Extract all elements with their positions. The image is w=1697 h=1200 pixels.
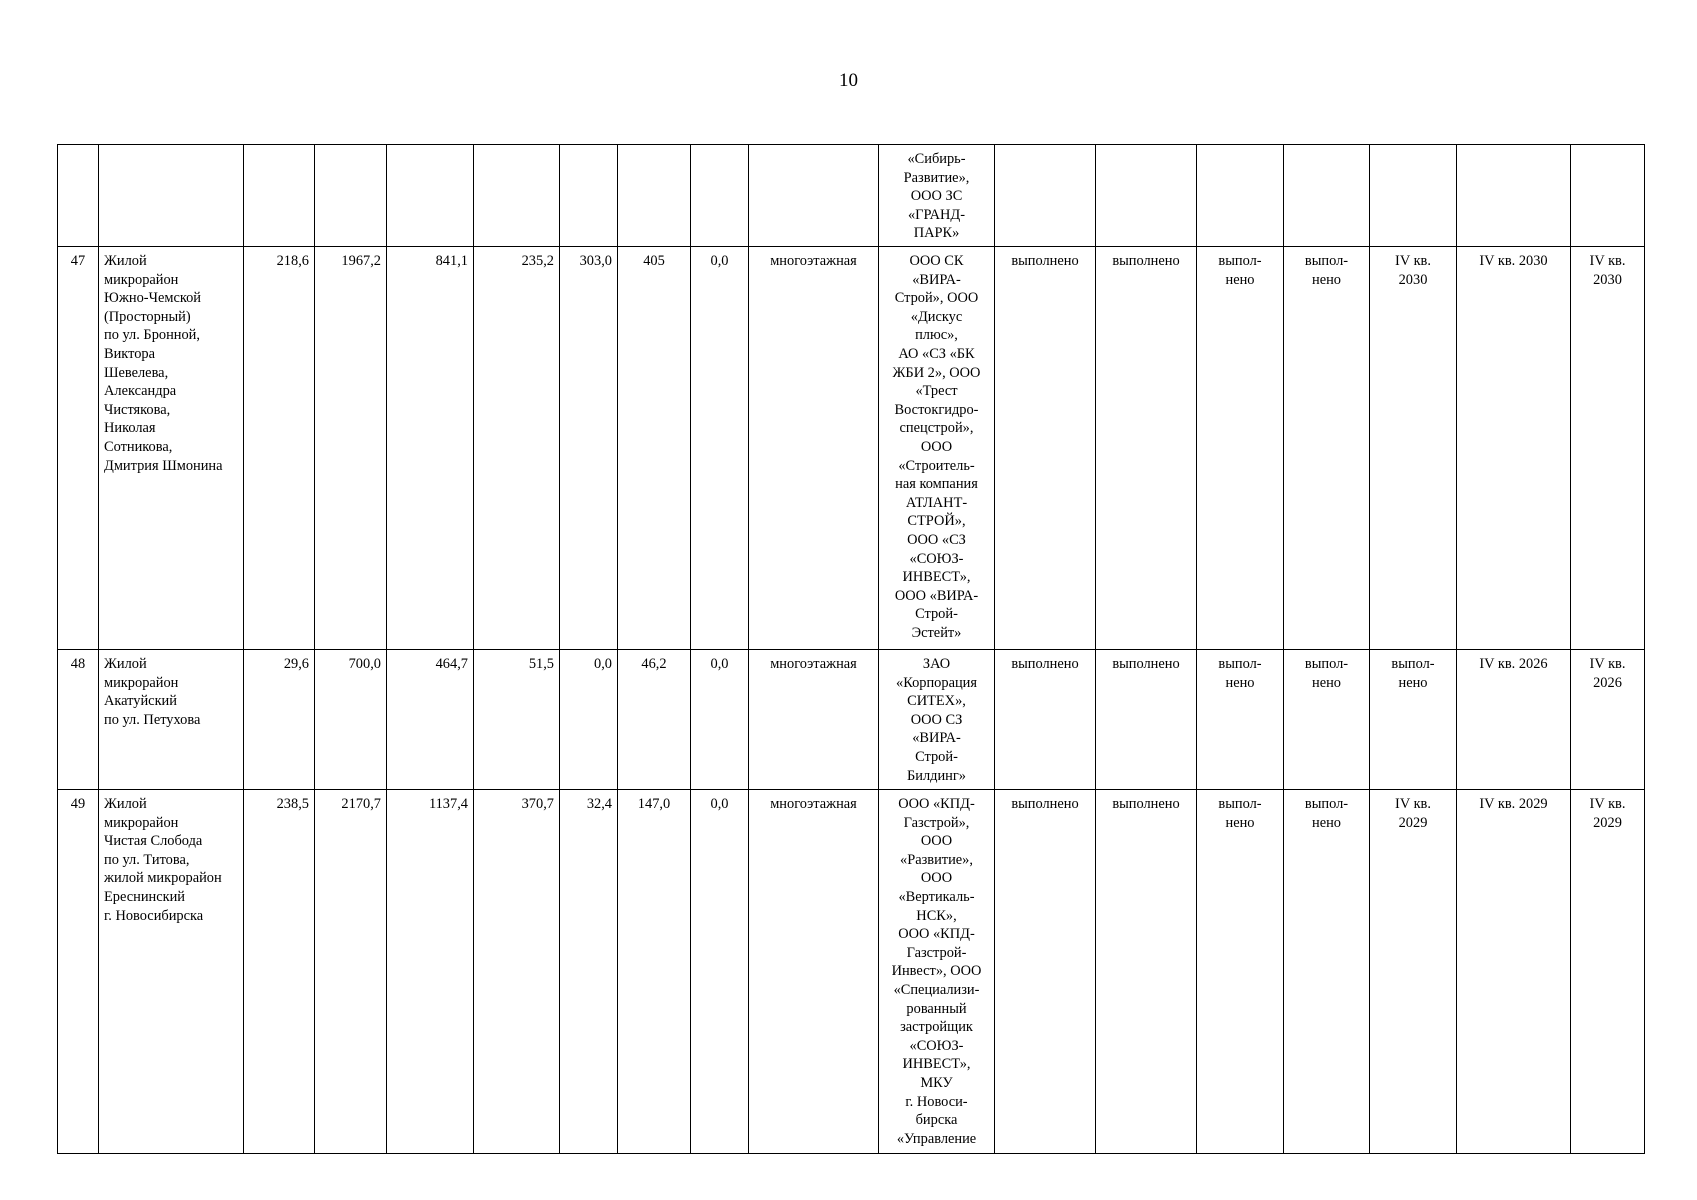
table-row [58,145,1645,247]
status-cell-4: выпол- нено [1284,650,1370,790]
value-cell-3: 464,7 [387,650,474,790]
value-cell-4: 235,2 [474,247,560,650]
status-cell-3: выпол- нено [1197,650,1284,790]
value-cell-4: 370,7 [474,790,560,1154]
status-cell-6: IV кв. 2029 [1457,790,1571,1154]
microdistrict-name-cell: Жилой микрорайон Южно-Чемской (Просторный) по ул. Бронной, Виктора Шевелева, Александра Чистякова, Николая Сотникова, Дмитрия Шмонина [99,247,244,650]
status-cell-1: выполнено [995,790,1096,1154]
value-cell-1 [244,145,315,247]
value-cell-6: 147,0 [618,790,691,1154]
status-cell-5: IV кв. 2030 [1370,247,1457,650]
value-cell-7: 0,0 [691,650,749,790]
value-cell-7 [691,145,749,247]
value-cell-6 [618,145,691,247]
status-cell-7: IV кв. 2030 [1571,247,1645,650]
value-cell-3: 841,1 [387,247,474,650]
value-cell-6: 405 [618,247,691,650]
developer-cell: ЗАО «Корпорация СИТЕХ», ООО СЗ «ВИРА- Строй- Билдинг» [879,650,995,790]
status-cell-2: выполнено [1096,650,1197,790]
status-cell-6: IV кв. 2030 [1457,247,1571,650]
status-cell-5: IV кв. 2029 [1370,790,1457,1154]
value-cell-6: 46,2 [618,650,691,790]
row-number-cell: 48 [58,650,99,790]
status-cell-2: выполнено [1096,247,1197,650]
status-cell-1 [995,145,1096,247]
status-cell-6: IV кв. 2026 [1457,650,1571,790]
microdistrict-name-cell: Жилой микрорайон Чистая Слобода по ул. Титова, жилой микрорайон Ереснинский г. Новосибирска [99,790,244,1154]
status-cell-5: выпол- нено [1370,650,1457,790]
value-cell-7: 0,0 [691,247,749,650]
developer-cell: «Сибирь- Развитие», ООО ЗС «ГРАНД- ПАРК» [879,145,995,247]
status-cell-1: выполнено [995,247,1096,650]
value-cell-4: 51,5 [474,650,560,790]
value-cell-1: 29,6 [244,650,315,790]
status-cell-1: выполнено [995,650,1096,790]
value-cell-2: 1967,2 [315,247,387,650]
row-number-cell [58,145,99,247]
value-cell-5: 32,4 [560,790,618,1154]
value-cell-2: 2170,7 [315,790,387,1154]
value-cell-4 [474,145,560,247]
status-cell-5 [1370,145,1457,247]
developer-cell: ООО «КПД- Газстрой», ООО «Развитие», ООО «Вертикаль- НСК», ООО «КПД- Газстрой- Инвест», ООО «Специализи- рованный застройщик «СОЮЗ- ИНВЕСТ», МКУ г. Новоси- бирска «Управление [879,790,995,1154]
value-cell-2: 700,0 [315,650,387,790]
status-cell-7: IV кв. 2029 [1571,790,1645,1154]
status-cell-6 [1457,145,1571,247]
developer-cell: ООО СК «ВИРА- Строй», ООО «Дискус плюс», АО «СЗ «БК ЖБИ 2», ООО «Трест Востокгидро- спецстрой», ООО «Строитель- ная компания АТЛАНТ- СТРОЙ», ООО «СЗ «СОЮЗ- ИНВЕСТ», ООО «ВИРА- Строй- Эстейт» [879,247,995,650]
document-table [57,144,1645,1154]
value-cell-3: 1137,4 [387,790,474,1154]
value-cell-1: 238,5 [244,790,315,1154]
value-cell-5: 303,0 [560,247,618,650]
table-row [58,650,1645,790]
building-type-cell [749,145,879,247]
value-cell-2 [315,145,387,247]
status-cell-7: IV кв. 2026 [1571,650,1645,790]
value-cell-5: 0,0 [560,650,618,790]
page-number: 10 [839,70,858,91]
table-body [58,145,1645,1154]
building-type-cell: многоэтажная [749,650,879,790]
row-number-cell: 49 [58,790,99,1154]
status-cell-3: выпол- нено [1197,247,1284,650]
status-cell-4: выпол- нено [1284,790,1370,1154]
status-cell-3 [1197,145,1284,247]
building-type-cell: многоэтажная [749,790,879,1154]
status-cell-7 [1571,145,1645,247]
building-type-cell: многоэтажная [749,247,879,650]
status-cell-2: выполнено [1096,790,1197,1154]
status-cell-2 [1096,145,1197,247]
status-cell-3: выпол- нено [1197,790,1284,1154]
table-row [58,247,1645,650]
value-cell-5 [560,145,618,247]
status-cell-4: выпол- нено [1284,247,1370,650]
microdistrict-name-cell: Жилой микрорайон Акатуйский по ул. Петухова [99,650,244,790]
microdistrict-name-cell [99,145,244,247]
status-cell-4 [1284,145,1370,247]
table-row [58,790,1645,1154]
value-cell-7: 0,0 [691,790,749,1154]
row-number-cell: 47 [58,247,99,650]
value-cell-1: 218,6 [244,247,315,650]
value-cell-3 [387,145,474,247]
